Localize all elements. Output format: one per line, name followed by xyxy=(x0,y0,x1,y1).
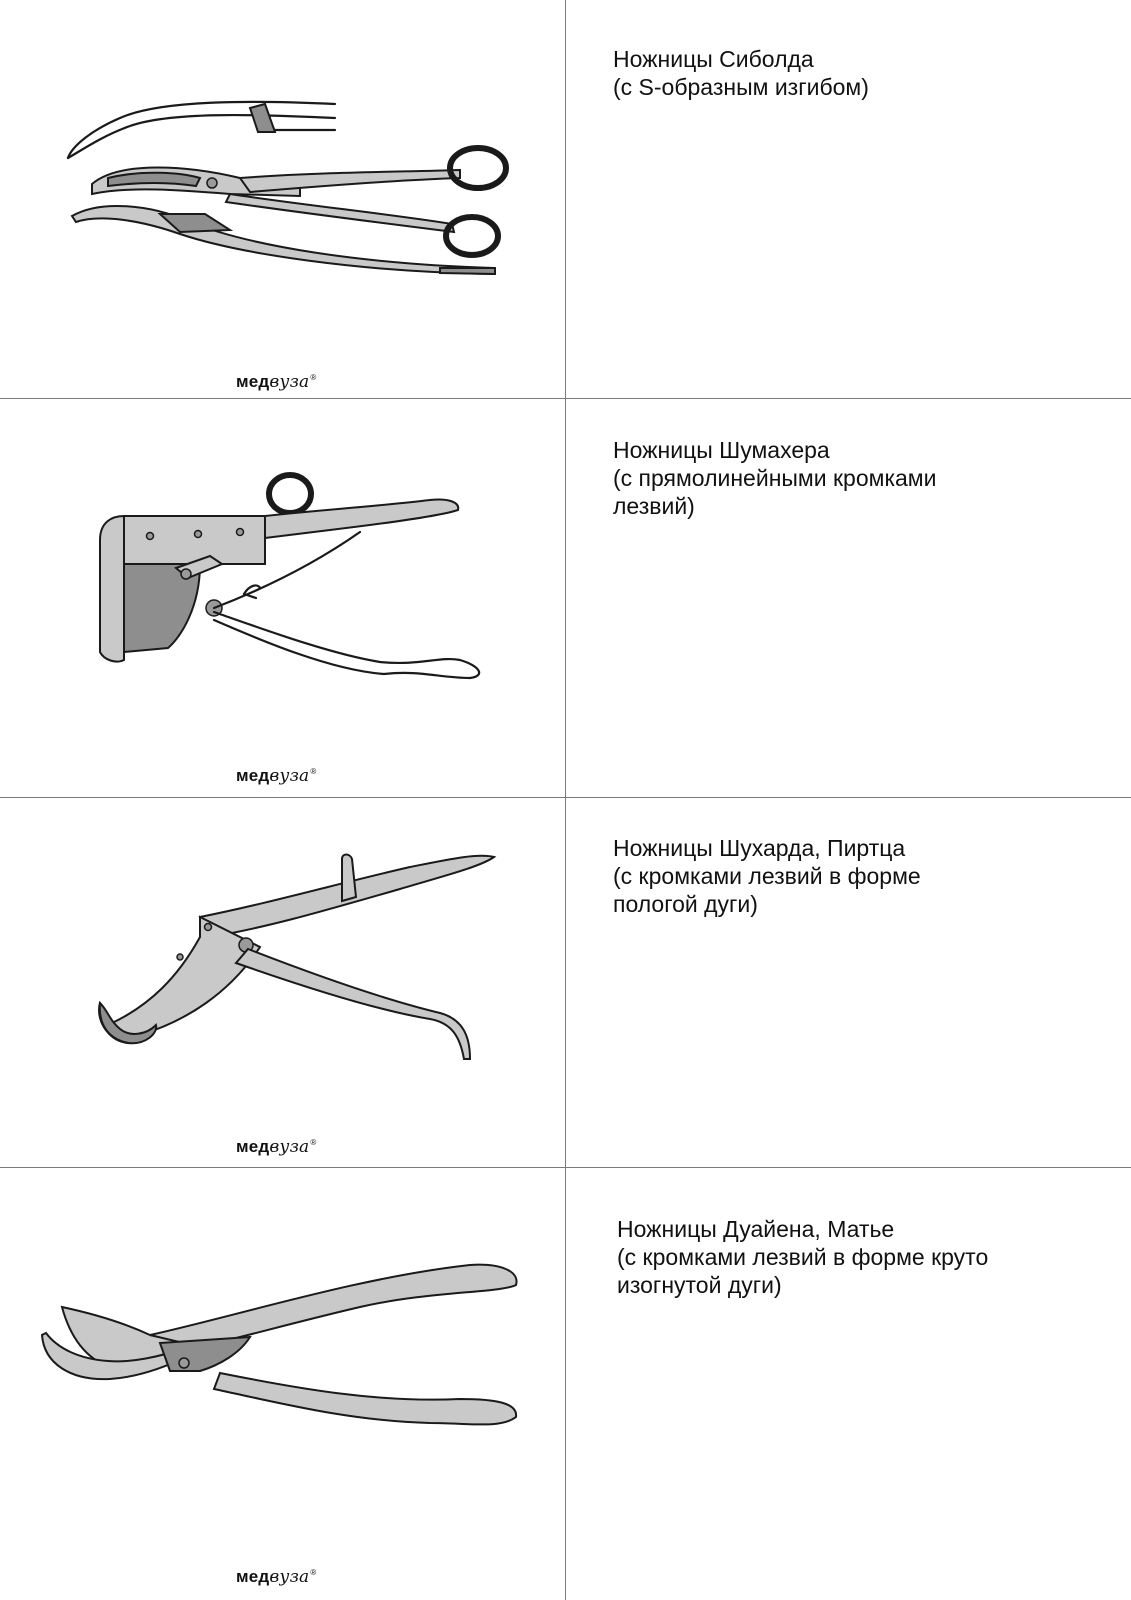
instrument-illustration-siebold xyxy=(0,0,565,398)
instrument-title: Ножницы Шухарда, Пиртца xyxy=(613,835,906,861)
instrument-caption xyxy=(613,834,921,918)
watermark-italic-text: вуза xyxy=(269,1137,310,1157)
instrument-description-line: пологой дуги) xyxy=(613,891,758,917)
instrument-title: Ножницы Сиболда xyxy=(613,46,814,72)
instrument-description-line: (с кромками лезвий в форме круто xyxy=(617,1244,989,1270)
watermark-logo xyxy=(236,372,317,392)
instrument-description-line: лезвий) xyxy=(613,493,695,519)
registered-mark: ® xyxy=(310,1138,317,1148)
watermark-logo xyxy=(236,766,317,786)
watermark-bold-text: мед xyxy=(236,372,270,391)
instrument-description-line: (с прямолинейными кромками xyxy=(613,465,937,491)
instrument-illustration-schuchardt xyxy=(0,797,565,1167)
watermark-logo xyxy=(236,1137,317,1157)
instrument-caption xyxy=(613,45,869,101)
registered-mark: ® xyxy=(310,1568,317,1578)
instrument-row-schumacher xyxy=(0,398,1131,797)
instrument-illustration-schumacher xyxy=(0,398,565,797)
instrument-title: Ножницы Шумахера xyxy=(613,437,830,463)
instrument-description-line: (с кромками лезвий в форме xyxy=(613,863,921,889)
instrument-row-doyen xyxy=(0,1167,1131,1600)
watermark-bold-text: мед xyxy=(236,766,270,785)
siebold-scissors-image xyxy=(0,0,565,398)
registered-mark: ® xyxy=(310,373,317,383)
instrument-caption xyxy=(617,1215,988,1299)
instrument-row-siebold xyxy=(0,0,1131,398)
instrument-description-line: (с S-образным изгибом) xyxy=(613,74,869,100)
watermark-italic-text: вуза xyxy=(269,766,310,786)
instrument-caption xyxy=(613,436,936,520)
watermark-logo xyxy=(236,1567,317,1587)
instrument-row-schuchardt xyxy=(0,797,1131,1167)
instrument-title: Ножницы Дуайена, Матье xyxy=(617,1216,895,1242)
watermark-italic-text: вуза xyxy=(269,372,310,392)
schuchardt-scissors-image xyxy=(0,797,565,1167)
registered-mark: ® xyxy=(310,767,317,777)
instrument-illustration-doyen xyxy=(0,1167,565,1600)
schumacher-scissors-image xyxy=(0,398,565,797)
watermark-italic-text: вуза xyxy=(269,1567,310,1587)
watermark-bold-text: мед xyxy=(236,1567,270,1586)
doyen-scissors-image xyxy=(0,1167,565,1600)
watermark-bold-text: мед xyxy=(236,1137,270,1156)
instrument-description-line: изогнутой дуги) xyxy=(617,1272,782,1298)
